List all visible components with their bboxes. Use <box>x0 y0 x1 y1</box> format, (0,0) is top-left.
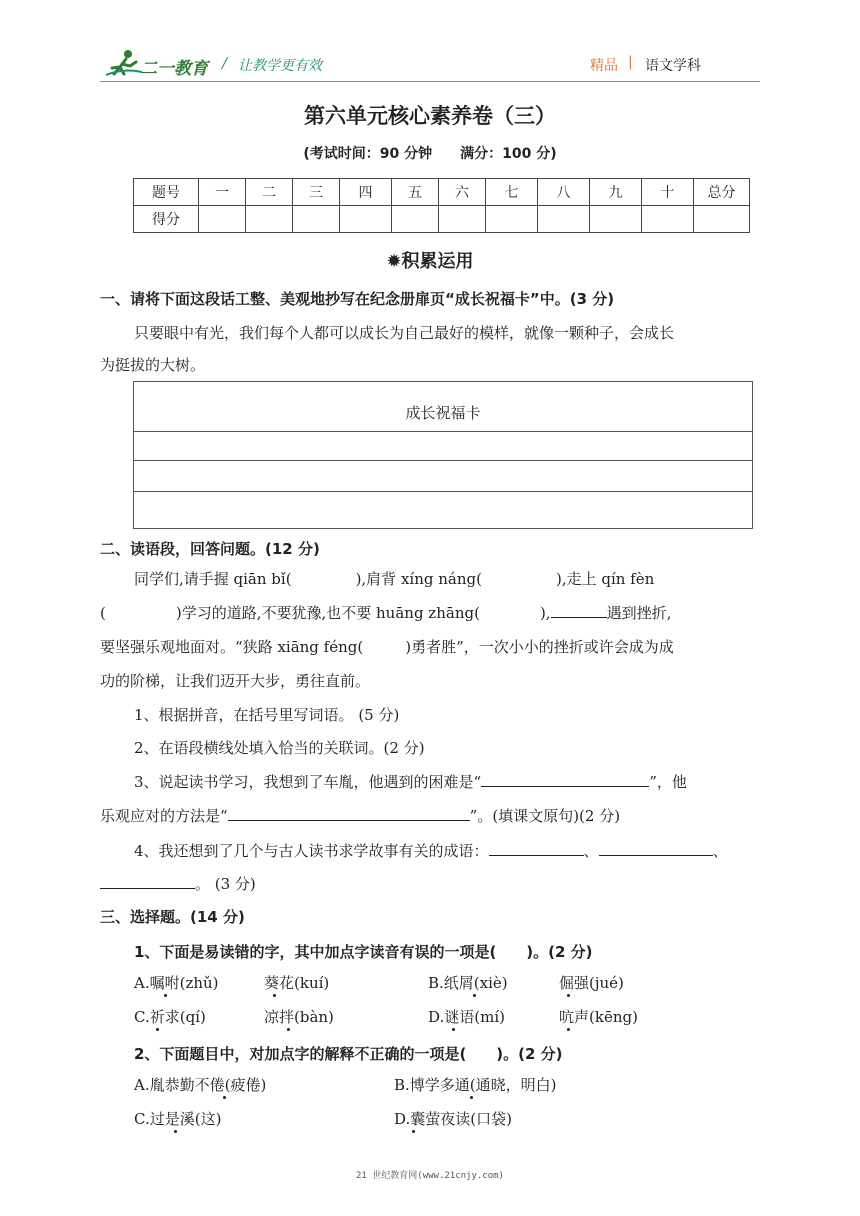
question-2-sub2: 2、在语段横线处填入恰当的关联词。(2 分) <box>134 739 425 757</box>
table-cell: 七 <box>486 179 538 206</box>
question-text: 。 (3 分) <box>195 875 256 893</box>
blessing-card-title: 成长祝福卡 <box>405 404 481 422</box>
table-cell: 八 <box>538 179 590 206</box>
score-table-score-row <box>134 206 750 233</box>
option-a[interactable] <box>134 972 219 994</box>
emphasis-dot <box>273 994 276 997</box>
answer-line[interactable] <box>228 806 470 821</box>
score-input-cell[interactable] <box>694 206 750 233</box>
question-2-paragraph-line2 <box>100 602 671 624</box>
emphasis-dot <box>164 994 167 997</box>
option-c[interactable] <box>134 1006 206 1028</box>
question-text: 4、我还想到了几个与古人读书求学故事有关的成语： <box>134 842 489 860</box>
emphasis-dot <box>452 1028 455 1031</box>
option-text: D.谜语(mí) <box>428 1008 505 1026</box>
exam-info: (考试时间：90 分钟 满分：100 分) <box>303 146 557 162</box>
section-heading: ✹积累运用 <box>386 251 474 272</box>
emphasis-dot <box>470 1096 473 1099</box>
table-cell: 五 <box>392 179 439 206</box>
emphasis-dot <box>223 1096 226 1099</box>
question-2-paragraph-line1 <box>134 568 654 590</box>
score-input-cell[interactable] <box>340 206 392 233</box>
question-2-sub4-line2 <box>100 873 256 895</box>
conjunction-blank[interactable] <box>551 603 607 618</box>
question-3-title: 三、选择题。(14 分) <box>100 908 245 926</box>
option-a-second <box>264 972 329 994</box>
paragraph-text: ),肩背 xíng náng( <box>355 570 482 588</box>
blessing-card <box>133 381 753 529</box>
emphasis-dot <box>473 994 476 997</box>
table-cell: 十 <box>642 179 694 206</box>
answer-line[interactable] <box>100 874 195 889</box>
score-table-header-row <box>134 179 750 206</box>
emphasis-dot <box>412 1130 415 1133</box>
paragraph-text: 要坚强乐观地面对。“狭路 xiāng féng( <box>100 638 364 656</box>
score-input-cell[interactable] <box>642 206 694 233</box>
option-text: 凉拌(bàn) <box>264 1008 334 1026</box>
question-1-passage-line2: 为挺拔的大树。 <box>100 356 206 374</box>
option-text: 倔强(jué) <box>559 974 624 992</box>
emphasis-dot <box>567 1028 570 1031</box>
slogan-divider: / <box>222 54 228 72</box>
table-cell: 一 <box>199 179 246 206</box>
paragraph-text: 遇到挫折, <box>606 604 672 622</box>
question-text: ”。(填课文原句)(2 分) <box>469 807 621 825</box>
question-3-sub2: 2、下面题目中，对加点字的解释不正确的一项是( )。(2 分) <box>134 1045 563 1063</box>
question-2-sub1: 1、根据拼音，在括号里写词语。 (5 分) <box>134 706 400 724</box>
answer-line[interactable] <box>599 841 713 856</box>
question-text: 3、说起读书学习，我想到了车胤，他遇到的困难是“ <box>134 773 482 791</box>
slogan: 让教学更有效 <box>238 58 322 74</box>
tag-separator: | <box>628 54 633 70</box>
score-input-cell[interactable] <box>246 206 293 233</box>
score-input-cell[interactable] <box>293 206 340 233</box>
question-text: 、 <box>712 842 728 860</box>
score-input-cell[interactable] <box>199 206 246 233</box>
option-d-second <box>559 1006 638 1028</box>
score-input-cell[interactable] <box>439 206 486 233</box>
option-c-second <box>264 1006 334 1028</box>
header-rule <box>100 81 760 82</box>
tag-quality: 精品 <box>590 58 618 74</box>
option-2-d[interactable]: D.囊萤夜读(口袋) <box>394 1110 512 1128</box>
option-text: B.纸屑(xiè) <box>428 974 508 992</box>
question-1-title: 一、请将下面这段话工整、美观地抄写在纪念册扉页“成长祝福卡”中。(3 分) <box>100 290 615 308</box>
table-cell: 得分 <box>134 206 199 233</box>
option-text: A.嘱咐(zhǔ) <box>134 974 219 992</box>
answer-line[interactable] <box>489 841 584 856</box>
tag-subject: 语文学科 <box>645 58 701 74</box>
header <box>100 48 760 80</box>
score-input-cell[interactable] <box>486 206 538 233</box>
runner-logo-icon <box>106 48 142 78</box>
paragraph-text: ( <box>100 604 106 622</box>
option-2-b[interactable]: B.博学多通(通晓，明白) <box>394 1076 557 1094</box>
table-cell: 四 <box>340 179 392 206</box>
score-table <box>133 178 750 233</box>
paragraph-text: ), <box>539 604 551 622</box>
option-d[interactable] <box>428 1006 505 1028</box>
question-text: 、 <box>583 842 599 860</box>
table-cell: 二 <box>246 179 293 206</box>
question-2-sub3-line1 <box>134 771 687 793</box>
emphasis-dot <box>567 994 570 997</box>
writing-line[interactable] <box>134 431 752 461</box>
score-input-cell[interactable] <box>392 206 439 233</box>
score-input-cell[interactable] <box>538 206 590 233</box>
emphasis-dot <box>287 1028 290 1031</box>
writing-line[interactable] <box>134 460 752 492</box>
emphasis-dot <box>174 1130 177 1133</box>
paragraph-text: )勇者胜”，一次小小的挫折或许会成为成 <box>405 638 674 656</box>
option-b-second <box>559 972 624 994</box>
option-2-c[interactable]: C.过是溪(这) <box>134 1110 222 1128</box>
question-2-title: 二、读语段，回答问题。(12 分) <box>100 540 320 558</box>
logo-text: 二一教育 <box>140 59 208 79</box>
paragraph-text: 同学们,请手握 qiān bǐ( <box>134 570 292 588</box>
answer-line[interactable] <box>481 772 649 787</box>
paragraph-text: )学习的道路,不要犹豫,也不要 huāng zhāng( <box>175 604 480 622</box>
table-cell: 六 <box>439 179 486 206</box>
question-3-sub1: 1、下面是易读错的字，其中加点字读音有误的一项是( )。(2 分) <box>134 943 593 961</box>
page-footer: 21 世纪教育网(www.21cnjy.com) <box>356 1171 504 1181</box>
page-title: 第六单元核心素养卷（三） <box>304 104 556 128</box>
question-text: ”，他 <box>649 773 687 791</box>
option-text: 葵花(kuí) <box>264 974 330 992</box>
question-2-paragraph-line4: 功的阶梯，让我们迈开大步，勇往直前。 <box>100 672 371 690</box>
table-cell: 题号 <box>134 179 199 206</box>
option-b[interactable] <box>428 972 508 994</box>
option-text: C.祈求(qí) <box>134 1008 206 1026</box>
table-cell: 九 <box>590 179 642 206</box>
emphasis-dot <box>156 1028 159 1031</box>
question-2-sub4-line1 <box>134 840 728 862</box>
question-1-passage-line1: 只要眼中有光，我们每个人都可以成长为自己最好的模样，就像一颗种子，会成长 <box>134 324 675 342</box>
question-text: 乐观应对的方法是“ <box>100 807 228 825</box>
table-cell: 总分 <box>694 179 750 206</box>
score-input-cell[interactable] <box>590 206 642 233</box>
writing-line[interactable] <box>134 491 752 529</box>
option-text: 吭声(kēng) <box>559 1008 638 1026</box>
option-2-a[interactable]: A.胤恭勤不倦(疲倦) <box>134 1076 267 1094</box>
question-2-paragraph-line3 <box>100 636 674 658</box>
table-cell: 三 <box>293 179 340 206</box>
paragraph-text: ),走上 qín fèn <box>555 570 655 588</box>
question-2-sub3-line2 <box>100 805 620 827</box>
